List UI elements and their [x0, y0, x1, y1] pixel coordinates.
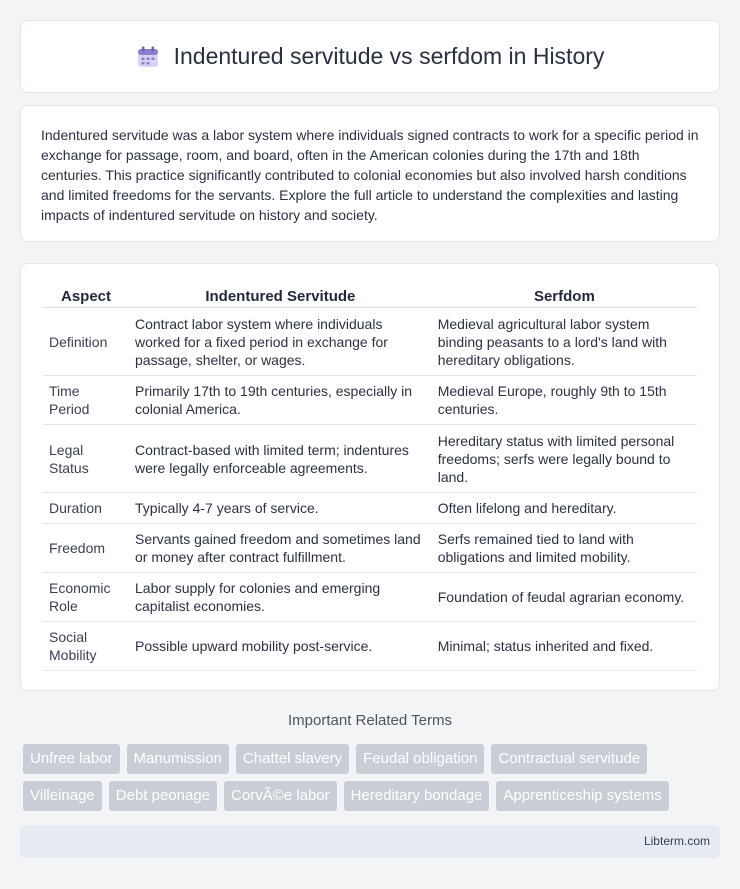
- intro-card: [20, 105, 720, 242]
- row-indentured: Typically 4-7 years of service.: [129, 493, 432, 524]
- row-aspect: Freedom: [43, 524, 129, 573]
- tag-feudal-obligation[interactable]: Feudal obligation: [356, 744, 484, 774]
- table-header-row: [43, 286, 697, 308]
- header-aspect: Aspect: [43, 286, 129, 308]
- row-serfdom: Serfs remained tied to land with obligations and limited mobility.: [432, 524, 697, 573]
- row-indentured: Contract-based with limited term; indentures were legally enforceable agreements.: [129, 425, 432, 493]
- row-indentured: Labor supply for colonies and emerging capitalist economies.: [129, 573, 432, 622]
- table-row: [43, 308, 697, 376]
- row-serfdom: Medieval Europe, roughly 9th to 15th centuries.: [432, 376, 697, 425]
- tag-apprenticeship-systems[interactable]: Apprenticeship systems: [496, 781, 668, 811]
- row-serfdom: Minimal; status inherited and fixed.: [432, 622, 697, 671]
- tag-unfree-labor[interactable]: Unfree labor: [23, 744, 120, 774]
- row-indentured: Possible upward mobility post-service.: [129, 622, 432, 671]
- row-serfdom: Hereditary status with limited personal freedoms; serfs were legally bound to land.: [432, 425, 697, 493]
- table-row: [43, 425, 697, 493]
- row-indentured: Contract labor system where individuals worked for a fixed period in exchange for passage, shelter, or wages.: [129, 308, 432, 376]
- tag-chattel-slavery[interactable]: Chattel slavery: [236, 744, 349, 774]
- tag-corvee-labor[interactable]: CorvÃ©e labor: [224, 781, 337, 811]
- row-serfdom: Often lifelong and hereditary.: [432, 493, 697, 524]
- row-aspect: Social Mobility: [43, 622, 129, 671]
- tag-debt-peonage[interactable]: Debt peonage: [109, 781, 217, 811]
- table-row: [43, 622, 697, 671]
- related-terms-list: [23, 744, 723, 811]
- page-title: Indentured servitude vs serfdom in History: [173, 43, 605, 69]
- row-serfdom: Foundation of feudal agrarian economy.: [432, 573, 697, 622]
- table-row: [43, 493, 697, 524]
- row-aspect: Economic Role: [43, 573, 129, 622]
- row-aspect: Legal Status: [43, 425, 129, 493]
- comparison-card: [20, 263, 720, 691]
- footer: [20, 825, 720, 858]
- footer-brand-link[interactable]: Libterm.com: [643, 834, 710, 848]
- tag-hereditary-bondage[interactable]: Hereditary bondage: [344, 781, 490, 811]
- row-aspect: Time Period: [43, 376, 129, 425]
- header-serfdom: Serfdom: [432, 286, 697, 308]
- row-aspect: Definition: [43, 308, 129, 376]
- table-row: [43, 524, 697, 573]
- table-row: [43, 573, 697, 622]
- intro-text: Indentured servitude was a labor system where individuals signed contracts to work for a specific period in exchange for passage, room, and board, often in the American colonies during the 17th and 18th centuries. This practice significantly contributed to colonial economies but also involved harsh conditions and limited freedoms for the servants. Explore the full article to understand the complexities and lasting impacts of indentured servitude on history and society.: [41, 127, 699, 223]
- table-row: [43, 376, 697, 425]
- tag-manumission[interactable]: Manumission: [127, 744, 229, 774]
- header-card: [20, 20, 720, 93]
- row-serfdom: Medieval agricultural labor system binding peasants to a lord's land with hereditary obligations.: [432, 308, 697, 376]
- calendar-icon: [136, 45, 160, 69]
- tag-villeinage[interactable]: Villeinage: [23, 781, 102, 811]
- comparison-table: [43, 286, 697, 671]
- row-aspect: Duration: [43, 493, 129, 524]
- header-indentured: Indentured Servitude: [129, 286, 432, 308]
- row-indentured: Servants gained freedom and sometimes land or money after contract fulfillment.: [129, 524, 432, 573]
- related-terms-title: Important Related Terms: [288, 712, 452, 729]
- tag-contractual-servitude[interactable]: Contractual servitude: [491, 744, 647, 774]
- row-indentured: Primarily 17th to 19th centuries, especially in colonial America.: [129, 376, 432, 425]
